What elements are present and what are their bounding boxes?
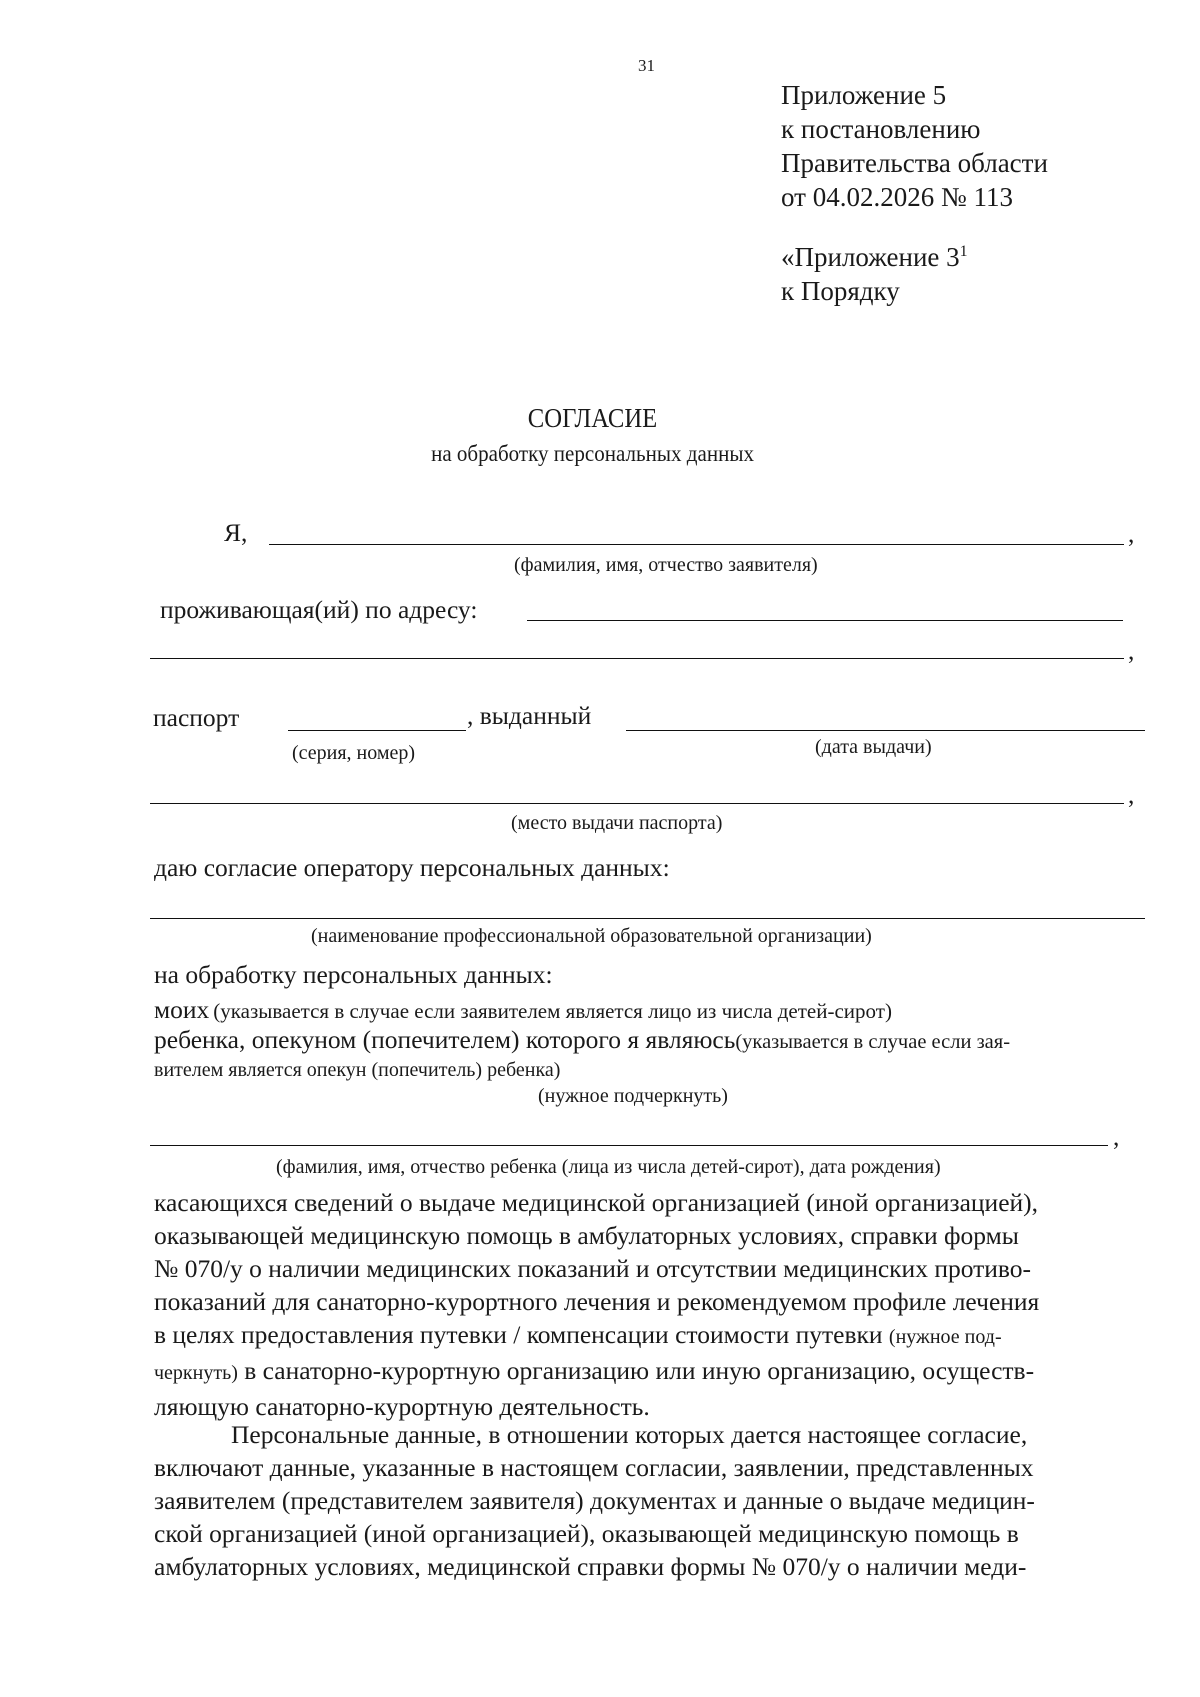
procedure-appendix-line-1: «Приложение 3 bbox=[781, 242, 960, 272]
document-title: СОГЛАСИЕ bbox=[527, 403, 658, 433]
place-caption: (место выдачи паспорта) bbox=[511, 812, 723, 834]
issue-date-line bbox=[626, 730, 1145, 731]
child-note-part-2: вителем является опекун (попечитель) ребенка) bbox=[154, 1059, 561, 1081]
underline-note-inline-cont: черкнуть) bbox=[154, 1362, 238, 1384]
passport-label: паспорт bbox=[153, 703, 240, 732]
appendix-line-1: Приложение 5 bbox=[781, 80, 947, 110]
i-label: Я, bbox=[224, 518, 248, 547]
processing-label: на обработку персональных данных: bbox=[154, 960, 553, 989]
procedure-appendix-line-2: к Порядку bbox=[781, 276, 900, 306]
applicant-fio-line bbox=[269, 544, 1124, 545]
operator-label: даю согласие оператору персональных данных: bbox=[154, 853, 670, 882]
paragraph-1 bbox=[154, 1186, 1039, 1423]
org-caption: (наименование профессиональной образовательной организации) bbox=[311, 925, 872, 947]
paragraph-1-line: показаний для санаторно-курортного лечения и рекомендуемом профиле лечения bbox=[154, 1287, 1040, 1316]
mine-option bbox=[154, 995, 892, 1025]
paragraph-2-line: амбулаторных условиях, медицинской справки формы № 070/у о наличии меди- bbox=[154, 1552, 1027, 1581]
address-line-2 bbox=[150, 658, 1124, 659]
paragraph-1-line: ляющую санаторно-курортную деятельность. bbox=[154, 1392, 650, 1421]
paragraph-2-line: ской организацией (иной организацией), оказывающей медицинскую помощь в bbox=[154, 1519, 1019, 1548]
issued-label: , выданный bbox=[467, 701, 592, 730]
mine-note: (указывается в случае если заявителем является лицо из числа детей-сирот) bbox=[213, 999, 892, 1023]
document-subtitle: на обработку персональных данных bbox=[431, 441, 754, 466]
paragraph-2-line: включают данные, указанные в настоящем согласии, заявлении, представленных bbox=[154, 1453, 1034, 1482]
paragraph-2-line: Персональные данные, в отношении которых дается настоящее согласие, bbox=[231, 1420, 1028, 1449]
paragraph-1-line: в целях предоставления путевки / компенсации стоимости путевки bbox=[154, 1320, 889, 1349]
issue-place-line bbox=[150, 803, 1124, 804]
series-caption: (серия, номер) bbox=[292, 742, 416, 764]
address-label: проживающая(ий) по адресу: bbox=[160, 595, 478, 624]
appendix-line-3: Правительства области bbox=[781, 148, 1048, 178]
paragraph-2 bbox=[154, 1418, 1035, 1583]
paragraph-1-line: в санаторно-курортную организацию или иную организацию, осуществ- bbox=[237, 1356, 1035, 1385]
operator-org-line bbox=[150, 918, 1145, 919]
date-caption: (дата выдачи) bbox=[815, 736, 932, 758]
fio-caption: (фамилия, имя, отчество заявителя) bbox=[514, 554, 818, 576]
appendix-line-2: к постановлению bbox=[781, 114, 981, 144]
paragraph-2-line: заявителем (представителем заявителя) документах и данные о выдаче медицин- bbox=[154, 1486, 1035, 1515]
mine-word: моих bbox=[154, 995, 210, 1024]
child-text: ребенка, опекуном (попечителем) которого я являюсь bbox=[154, 1025, 736, 1054]
appendix-header bbox=[781, 78, 1048, 214]
comma-3: , bbox=[1128, 780, 1135, 809]
appendix-line-4: от 04.02.2026 № 113 bbox=[781, 182, 1013, 212]
child-fio-caption: (фамилия, имя, отчество ребенка (лица из числа детей-сирот), дата рождения) bbox=[276, 1156, 941, 1178]
address-line-1 bbox=[527, 620, 1123, 621]
child-note-part-1: (указывается в случае если зая- bbox=[735, 1031, 1011, 1053]
paragraph-1-line: оказывающей медицинскую помощь в амбулаторных условиях, справки формы bbox=[154, 1221, 1019, 1250]
child-option bbox=[154, 1025, 1010, 1055]
comma-2: , bbox=[1128, 636, 1135, 665]
procedure-appendix-ref bbox=[781, 240, 968, 308]
comma-1: , bbox=[1128, 519, 1135, 548]
underline-note-inline: (нужное под- bbox=[888, 1326, 1002, 1348]
child-fio-line bbox=[150, 1145, 1108, 1146]
passport-series-line bbox=[288, 730, 466, 731]
page-number: 31 bbox=[638, 56, 655, 75]
underline-note: (нужное подчеркнуть) bbox=[538, 1085, 728, 1107]
paragraph-1-line: № 070/у о наличии медицинских показаний и отсутствии медицинских противо- bbox=[154, 1254, 1032, 1283]
superscript-one: 1 bbox=[959, 243, 968, 260]
comma-4: , bbox=[1113, 1122, 1120, 1151]
paragraph-1-line: касающихся сведений о выдаче медицинской организацией (иной организацией), bbox=[154, 1188, 1039, 1217]
